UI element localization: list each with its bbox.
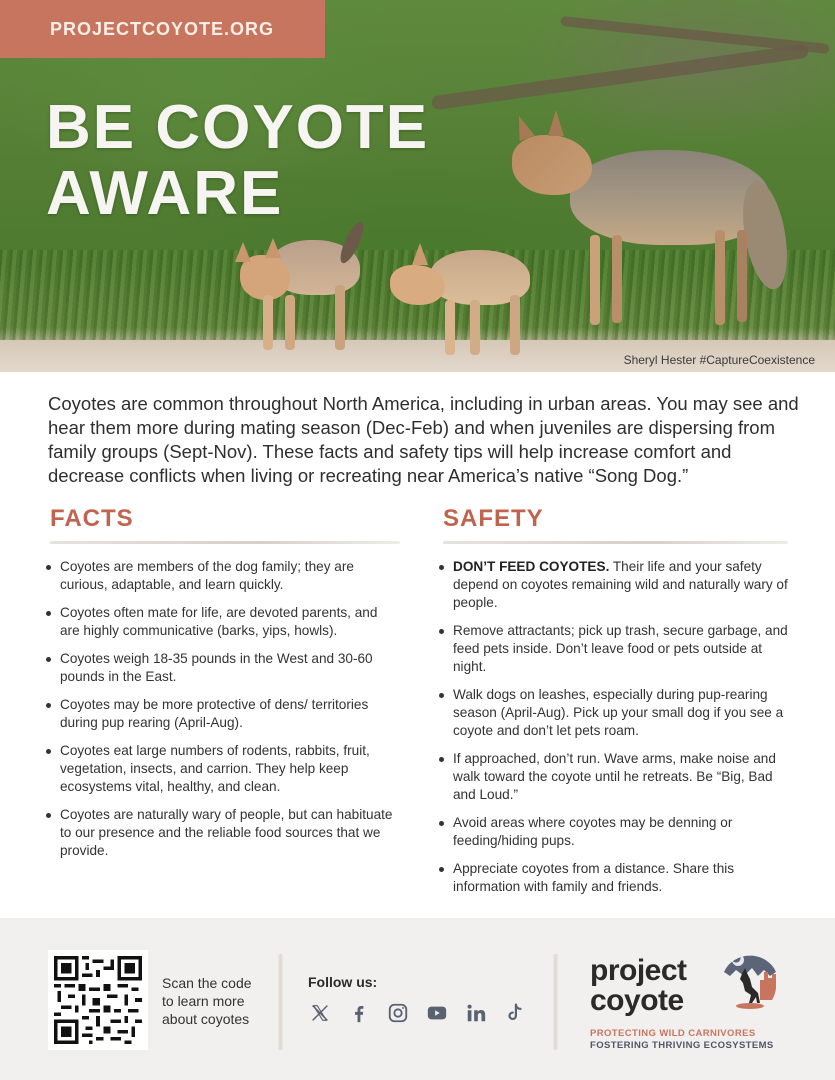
list-item: Avoid areas where coyotes may be denning or feeding/hiding pups. xyxy=(443,814,788,850)
qr-code-icon xyxy=(54,956,142,1044)
list-item: Appreciate coyotes from a distance. Share this information with family and friends. xyxy=(443,860,788,896)
tiktok-icon[interactable] xyxy=(503,1001,527,1025)
logo-wordmark: project coyote xyxy=(590,954,687,1017)
coyote-pup xyxy=(235,220,375,360)
list-item: Walk dogs on leashes, especially during pup-rearing season (April-Aug). Pick up your small dog if you see a coyote and don’t let pets roam. xyxy=(443,686,788,740)
footer xyxy=(0,918,835,1080)
divider xyxy=(553,954,558,1050)
list-item: Coyotes are members of the dog family; they are curious, adaptable, and learn quickly. xyxy=(50,558,400,594)
coyote-pup xyxy=(390,235,540,360)
hero-photo xyxy=(0,0,835,372)
list-item: If approached, don’t run. Wave arms, make noise and walk toward the coyote until he retreats. Be “Big, Bad and Loud.” xyxy=(443,750,788,804)
photo-credit: Sheryl Hester #CaptureCoexistence xyxy=(623,353,815,367)
list-item: Coyotes may be more protective of dens/ territories during pup rearing (April-Aug). xyxy=(50,696,400,732)
facts-list xyxy=(50,558,400,860)
intro-paragraph: Coyotes are common throughout North America, including in urban areas. You may see and hear them more during mating season (Dec-Feb) and when juveniles are dispersing from family groups (Sept-Nov). These facts and safety tips will help increase comfort and decrease conflicts when living or recreating near America’s native “Song Dog.” xyxy=(48,393,799,486)
divider xyxy=(443,541,788,544)
adult-coyote xyxy=(500,110,800,330)
website-link[interactable]: PROJECTCOYOTE.ORG xyxy=(50,18,275,39)
scan-instructions: Scan the code to learn more about coyotes xyxy=(162,975,252,1027)
qr-code[interactable] xyxy=(48,950,148,1050)
tagline-primary: PROTECTING WILD CARNIVORES xyxy=(590,1028,756,1039)
list-item: Coyotes are naturally wary of people, but can habituate to our presence and the reliable food sources that we provide. xyxy=(50,806,400,860)
facts-heading: FACTS xyxy=(50,505,134,532)
list-item: Coyotes weigh 18-35 pounds in the West and 30-60 pounds in the East. xyxy=(50,650,400,686)
x-icon[interactable] xyxy=(308,1001,332,1025)
list-item: DON’T FEED COYOTES. Their life and your safety depend on coyotes remaining wild and naturally wary of people. xyxy=(443,558,788,612)
project-coyote-logo[interactable] xyxy=(590,950,790,1060)
divider xyxy=(278,954,283,1050)
youtube-icon[interactable] xyxy=(425,1001,449,1025)
safety-section xyxy=(443,505,788,906)
page-title: BE COYOTE AWARE xyxy=(46,93,430,228)
branch xyxy=(560,16,830,54)
facebook-icon[interactable] xyxy=(347,1001,371,1025)
safety-heading: SAFETY xyxy=(443,505,544,532)
tagline-secondary: FOSTERING THRIVING ECOSYSTEMS xyxy=(590,1040,774,1051)
list-item: Coyotes eat large numbers of rodents, rabbits, fruit, vegetation, insects, and carrion. They help keep ecosystems vital, healthy, and clean. xyxy=(50,742,400,796)
url-banner[interactable] xyxy=(0,0,325,58)
safety-list xyxy=(443,558,788,896)
branch xyxy=(431,44,809,111)
list-item: Remove attractants; pick up trash, secure garbage, and feed pets inside. Don’t leave food or pets outside at night. xyxy=(443,622,788,676)
linkedin-icon[interactable] xyxy=(464,1001,488,1025)
social-links xyxy=(308,1001,527,1025)
divider xyxy=(50,541,400,544)
facts-section xyxy=(50,505,400,870)
howling-coyote-icon xyxy=(720,950,780,1010)
list-item: Coyotes often mate for life, are devoted parents, and are highly communicative (barks, yips, howls). xyxy=(50,604,400,640)
instagram-icon[interactable] xyxy=(386,1001,410,1025)
follow-label: Follow us: xyxy=(308,974,378,990)
